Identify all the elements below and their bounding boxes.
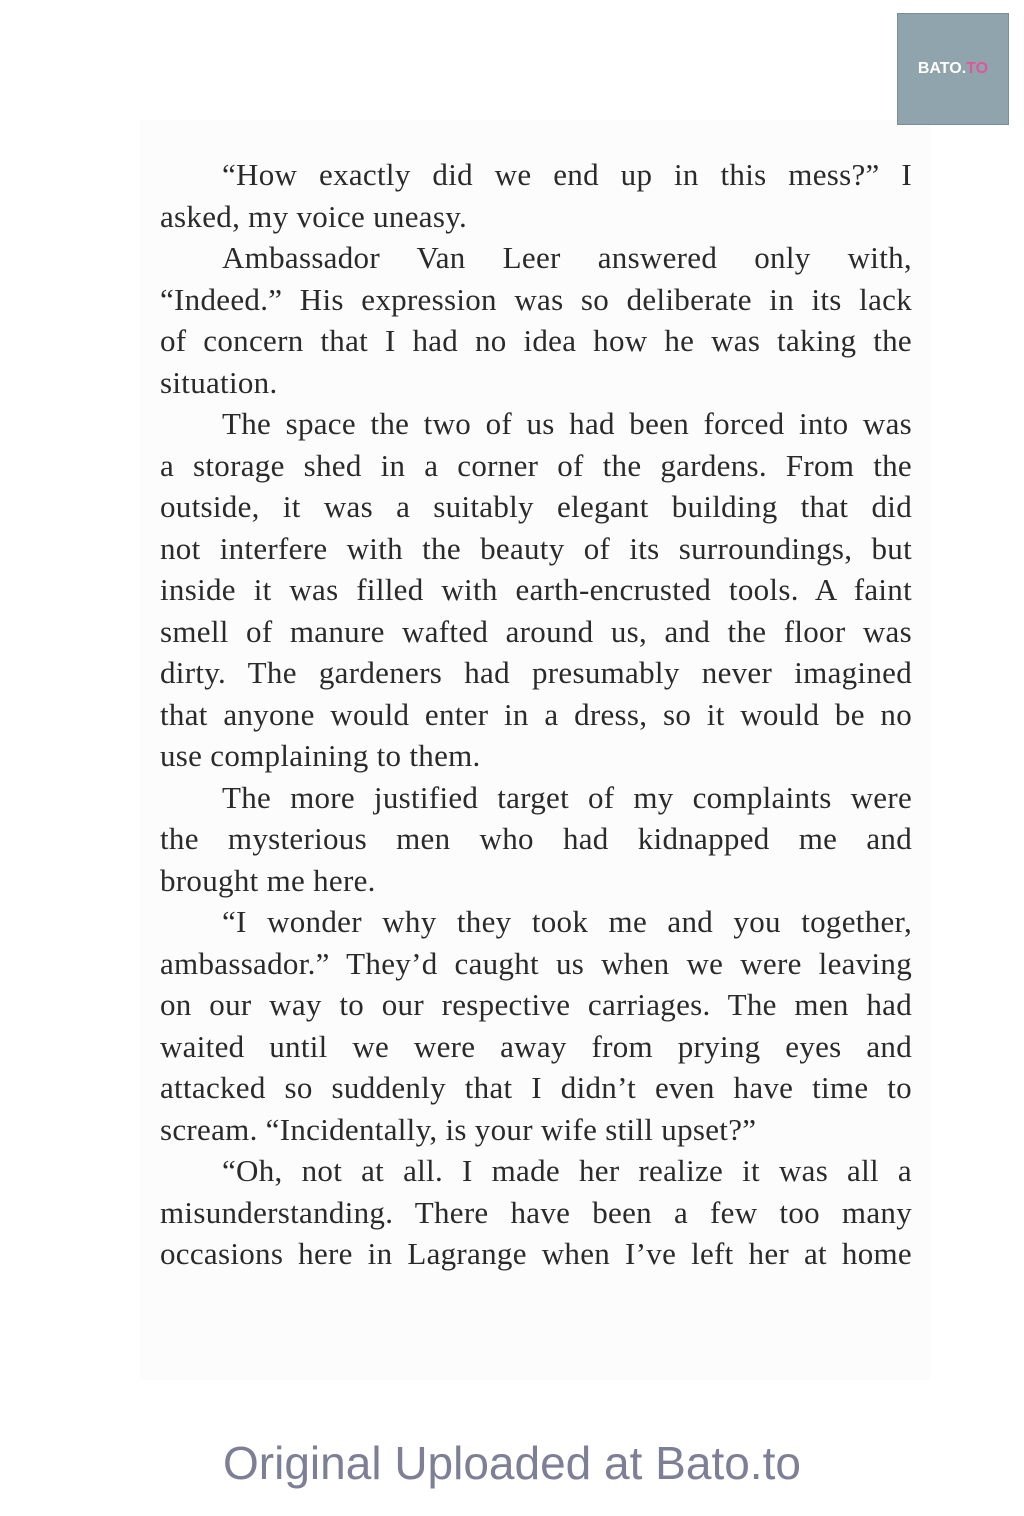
text-line: occasions here in Lagrange when I’ve left her at home [160,1236,912,1271]
text-line: “Oh, not at all. I made her realize it was all a [222,1153,912,1188]
text-line: on our way to our respective carriages. The men had [160,987,912,1022]
text-line: waited until we were away from prying eyes and [160,1028,912,1064]
text-line: outside, it was a suitably elegant building that did [160,489,912,524]
text-line: smell of manure wafted around us, and the floor was [160,613,912,649]
text-line: asked, my voice uneasy. [160,198,468,234]
text-line: The more justified target of my complaints were [222,779,912,815]
text-line: “I wonder why they took me and you together, [222,904,912,939]
text-line: the mysterious men who had kidnapped me and [160,821,912,856]
text-line: dirty. The gardeners had presumably never imagined [160,655,912,690]
text-line: “How exactly did we end up in this mess?” I [222,157,912,192]
text-line: attacked so suddenly that I didn’t even have time to [160,1070,912,1105]
text-line: situation. [160,364,278,400]
text-line: Ambassador Van Leer answered only with, [222,240,912,275]
text-line: misunderstanding. There have been a few too many [160,1194,912,1230]
text-line: use complaining to them. [160,738,481,773]
page-text [160,154,912,1275]
text-line: scream. “Incidentally, is your wife still upset?” [160,1111,757,1147]
text-line: of concern that I had no idea how he was taking the [160,323,912,358]
logo-text-accent: TO [966,60,989,77]
text-line: not interfere with the beauty of its surroundings, but [160,530,912,566]
text-line: a storage shed in a corner of the gardens. From the [160,447,912,483]
bato-logo [897,13,1009,125]
text-line: “Indeed.” His expression was so deliberate in its lack [160,281,912,317]
text-line: brought me here. [160,862,376,898]
upload-credit: Original Uploaded at Bato.to [223,1437,801,1489]
text-line: The space the two of us had been forced into was [222,406,912,441]
text-line: ambassador.” They’d caught us when we were leaving [160,945,912,981]
logo-text: BATO. [917,60,967,77]
text-line: inside it was filled with earth-encrusted tools. A faint [160,572,912,607]
text-line: that anyone would enter in a dress, so it would be no [160,696,912,732]
